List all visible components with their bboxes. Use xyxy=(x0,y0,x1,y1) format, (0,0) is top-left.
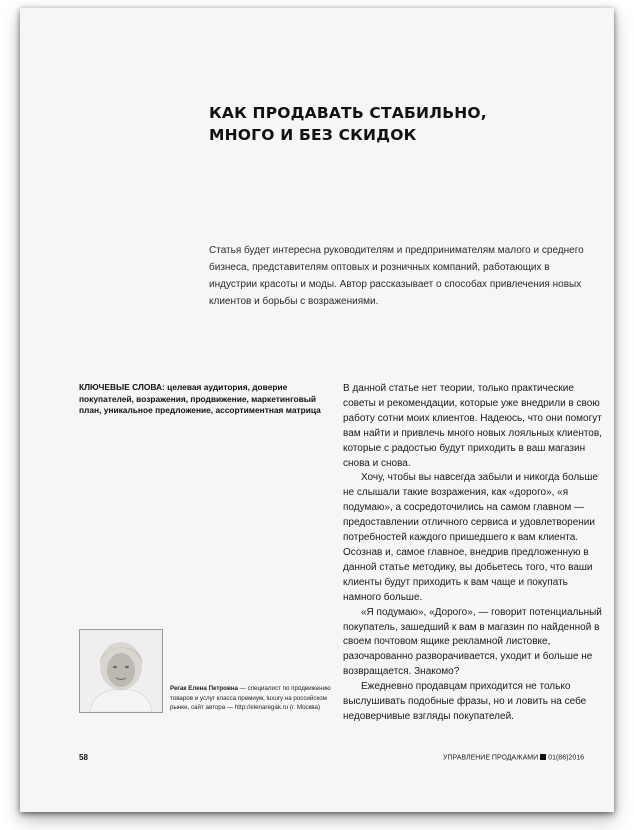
magazine-name: УПРАВЛЕНИЕ ПРОДАЖАМИ xyxy=(443,754,539,762)
keywords-label: КЛЮЧЕВЫЕ СЛОВА: xyxy=(79,382,165,392)
article-body xyxy=(343,382,605,725)
article-title-line-1: КАК ПРОДАВАТЬ СТАБИЛЬНО, xyxy=(209,104,487,122)
article-lead: Статья будет интересна руководителям и предпринимателям малого и среднего бизнеса, представителям оптовых и розничных компаний, работающих в индустрии красоты и моды. Автор рассказывает о способах привлечения новых клиентов и борьбы с возражениями. xyxy=(209,245,584,307)
body-paragraph: Ежедневно продавцам приходится не только выслушивать подобные фразы, но и ловить на себе недоверчивые взгляды покупателей. xyxy=(343,681,587,722)
body-paragraph: «Я подумаю», «Дорого», — говорит потенциальный покупатель, зашедший к вам в магазин по найденной в своем почтовом ящике рекламной листовке, разочарованно разворачивается, уходит и больше не возвращается. Знакомо? xyxy=(343,606,602,678)
keywords-block xyxy=(79,382,331,417)
author-info xyxy=(170,684,335,713)
keywords-text: целевая аудитория, доверие покупателей, возражения, продвижение, маркетинговый план, уникальное предложение, ассортиментная матрица xyxy=(79,382,321,415)
issue-number: 01(86)2016 xyxy=(548,754,584,762)
square-separator-icon xyxy=(540,754,546,760)
body-paragraph: В данной статье нет теории, только практические советы и рекомендации, которые уже внедрили в свою работу сотни моих клиентов. Надеюсь, что они помогут вам найти и привлечь много новых лояльных клиентов, которые с радостью будут приходить в ваш магазин снова и снова. xyxy=(343,383,602,469)
magazine-page xyxy=(20,8,614,812)
page-number: 58 xyxy=(79,753,88,762)
author-photo xyxy=(79,629,163,713)
article-title xyxy=(209,102,549,146)
body-paragraph: Хочу, чтобы вы навсегда забыли и никогда больше не слышали такие возражения, как «дорого», «я подумаю», а сосредоточились на самом главном — предоставлении отличного сервиса и удовлетворении потребностей каждого пришедшего к вам клиента. Осознав и, самое главное, внедрив предложенную в данной статье методику, вы добьетесь того, что ваши клиенты будут приходить к вам чаще и покупать намного больше. xyxy=(343,472,598,603)
article-title-line-2: МНОГО И БЕЗ СКИДОК xyxy=(209,126,417,144)
running-footer xyxy=(443,754,584,762)
author-bio: — специалист по продвижению товаров и услуг класса премиум, luxury на российском рынке, сайт автора — http://elenaregak.ru (г. Москва) xyxy=(170,685,331,711)
author-name: Регак Елена Петровна xyxy=(170,685,238,692)
author-portrait-image xyxy=(80,630,162,712)
